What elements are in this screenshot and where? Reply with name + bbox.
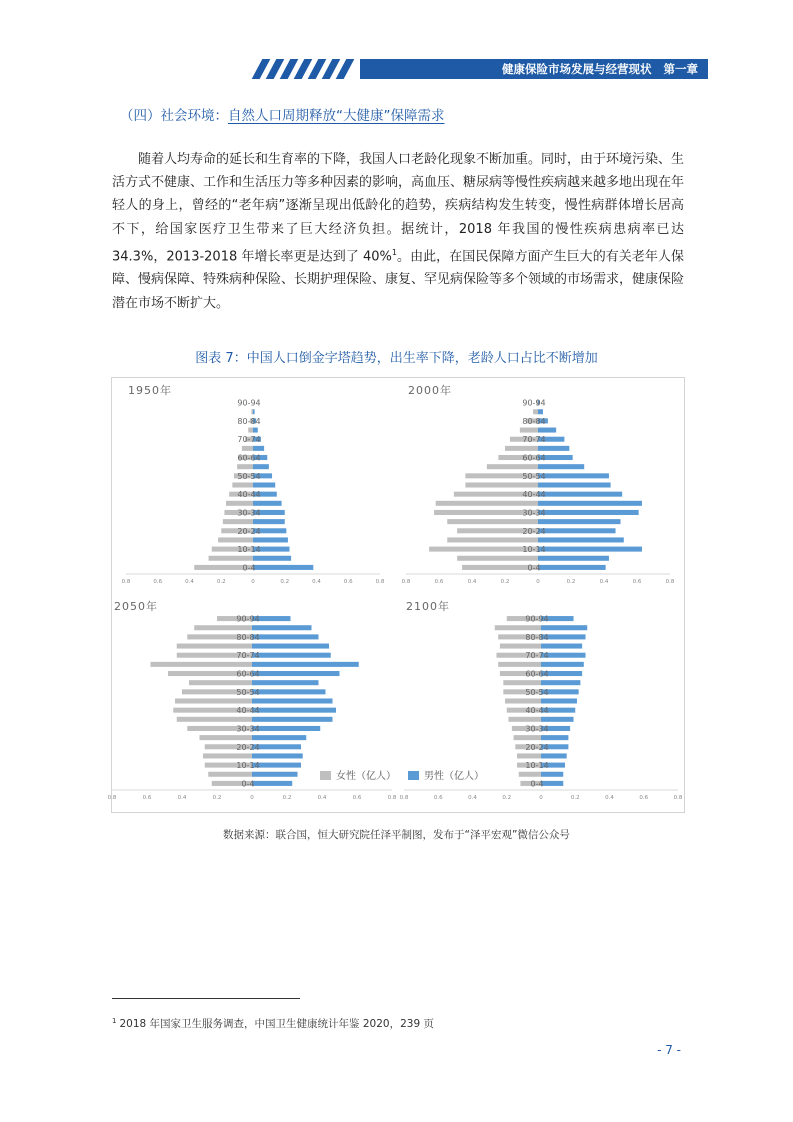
bar-male-3-5 [541,735,568,740]
x-tick-1-0: 0.8 [401,579,411,585]
bar-female-0-13 [242,446,253,451]
x-tick-1-7: 0.6 [632,579,642,585]
bar-male-3-17 [541,625,587,630]
bar-male-3-3 [541,753,567,758]
bar-female-1-3 [447,537,538,542]
x-tick-0-6: 0.4 [312,579,321,585]
age-label-0-4: 20-24 [237,526,261,536]
bar-male-3-13 [541,662,584,667]
bar-male-3-0 [541,781,563,786]
bar-male-1-15 [538,428,556,433]
x-tick-2-3: 0.2 [212,795,222,801]
bar-male-0-17 [253,409,255,414]
x-tick-3-3: 0.2 [502,795,512,801]
age-label-1-0: 0-4 [527,563,541,573]
legend-male-label: 男性（亿人） [424,771,484,782]
header-stripes [253,59,359,79]
bar-male-2-17 [252,625,312,630]
x-tick-3-7: 0.6 [639,795,649,801]
bar-male-2-5 [252,735,306,740]
x-tick-3-2: 0.4 [468,795,477,801]
x-tick-2-0: 0.8 [107,795,117,801]
bar-female-3-15 [500,644,541,649]
bar-female-2-13 [151,662,253,667]
footnote-reference[interactable]: 1 [391,247,397,257]
bar-male-1-10 [538,473,609,478]
x-tick-2-1: 0.6 [142,795,152,801]
bar-male-1-4 [538,528,616,533]
figure-caption: 图表 7：中国人口倒金字塔趋势，出生率下降，老龄人口占比不断增加 [195,351,598,366]
age-label-0-18: 90-94 [237,398,261,408]
running-header [360,59,708,79]
panel-title-0: 1950年 [128,384,172,397]
bar-female-1-5 [447,519,538,524]
x-tick-1-3: 0.2 [500,579,510,585]
bar-female-2-9 [175,698,252,703]
bar-female-3-1 [519,772,541,777]
age-label-3-0: 0-4 [530,779,544,789]
x-tick-1-4: 0 [536,579,540,585]
x-tick-2-8: 0.8 [387,795,397,801]
age-label-1-10: 50-54 [522,471,546,481]
bar-female-3-11 [503,680,541,685]
running-header-title: 健康保险市场发展与经营现状 第一章 [501,62,698,76]
bar-male-0-11 [253,464,269,469]
x-tick-0-7: 0.6 [343,579,353,585]
bar-female-0-9 [232,482,253,487]
x-tick-3-4: 0 [539,795,543,801]
age-label-3-6: 30-34 [525,724,549,734]
bar-male-1-3 [538,537,624,542]
age-label-2-0: 0-4 [241,779,255,789]
panel-title-3: 2100年 [406,600,450,613]
bar-male-1-6 [538,510,639,515]
bar-female-1-15 [520,428,538,433]
legend-male-swatch [408,771,419,780]
x-tick-1-5: 0.2 [566,579,576,585]
bar-male-1-11 [538,464,584,469]
bar-male-2-3 [252,753,303,758]
age-label-1-8: 40-44 [522,490,546,500]
x-tick-2-5: 0.2 [282,795,292,801]
bar-female-2-11 [189,680,252,685]
section-title: 自然人口周期释放“大健康”保障需求 [228,108,445,124]
paragraph-text-2: 。由此，在国民保障方面产生巨大的有关老年人保障、慢病保障、特殊病种保险、长期护理保险、康复、罕见病保险等多个领域的市场需求，健康保险潜在市场不断扩大。 [112,249,685,311]
bar-female-0-15 [248,428,253,433]
bar-male-3-7 [541,717,574,722]
figure-source: 数据来源：联合国，恒大研究院任泽平制图，发布于“泽平宏观”微信公众号 [223,829,570,841]
x-tick-2-4: 0 [250,795,254,801]
bar-female-0-11 [237,464,253,469]
paragraph-text-1: 随着人均寿命的延长和生育率的下降，我国人口老龄化现象不断加重。同时，由于环境污染、生活方式不健康、工作和生活压力等多种因素的影响，高血压、糖尿病等慢性疾病越来越多地出现在年轻人的身上，曾经的“老年病”逐渐呈现出低龄化的趋势，疾病结构发生转变，慢性病群体增长居高不下，给国家医疗卫生带来了巨大经济负担。据统计，2018 年我国的慢性疾病患病率已达 34.3%，2013-2018 年增长率更是达到了 40% [112,152,685,265]
footnote-number: 1 [112,1016,117,1025]
bar-male-2-16 [252,634,319,639]
bar-female-0-7 [226,501,253,506]
age-label-3-14: 70-74 [525,651,549,661]
age-label-0-12: 60-64 [237,453,261,463]
age-label-0-2: 10-14 [237,545,261,555]
age-label-2-6: 30-34 [236,724,260,734]
bar-female-2-3 [203,753,252,758]
age-label-3-16: 80-84 [525,632,549,642]
age-label-0-14: 70-74 [237,435,261,445]
x-tick-1-6: 0.4 [599,579,609,585]
age-label-3-18: 90-94 [525,614,549,624]
age-label-1-6: 30-34 [522,508,546,518]
x-tick-0-2: 0.4 [185,579,194,585]
bar-male-2-6 [252,726,320,731]
bar-female-0-1 [209,556,253,561]
bar-female-3-13 [498,662,541,667]
x-tick-0-4: 0 [251,579,255,585]
x-tick-2-2: 0.4 [177,795,187,801]
bar-female-0-17 [251,409,253,414]
bar-female-1-17 [533,409,538,414]
age-label-2-4: 20-24 [236,742,260,752]
bar-female-1-9 [465,482,538,487]
footnote-text: 2018 年国家卫生服务调查，中国卫生健康统计年鉴 2020，239 页 [119,1018,434,1030]
bar-male-1-5 [538,519,621,524]
bar-male-2-15 [252,644,329,649]
bar-male-0-13 [253,446,264,451]
bar-male-3-15 [541,644,582,649]
bar-female-3-9 [505,698,541,703]
age-label-3-8: 40-44 [525,706,549,716]
bar-female-2-1 [208,772,252,777]
population-pyramid-figure [107,377,685,813]
section-prefix: （四）社会环境： [120,108,228,124]
bar-female-2-15 [177,644,252,649]
bar-male-0-0 [253,565,313,570]
bar-male-1-9 [538,482,611,487]
footnote [112,1016,434,1031]
age-label-0-16: 80-84 [237,416,261,426]
bar-female-3-17 [495,625,541,630]
bar-male-2-11 [252,680,319,685]
age-label-2-2: 10-14 [236,761,260,771]
section-heading [120,104,445,124]
bar-male-0-5 [253,519,285,524]
bar-male-0-9 [253,482,275,487]
bar-male-1-0 [538,565,606,570]
x-tick-3-1: 0.6 [433,795,443,801]
age-label-2-16: 80-84 [236,632,260,642]
age-label-1-2: 10-14 [522,545,546,555]
bar-female-1-7 [436,501,538,506]
age-label-3-10: 50-54 [525,687,549,697]
x-tick-0-3: 0.2 [216,579,226,585]
x-tick-0-0: 0.8 [121,579,131,585]
bar-male-2-10 [252,689,326,694]
bar-female-3-7 [508,717,541,722]
bar-female-3-5 [514,735,541,740]
bar-male-1-8 [538,492,622,497]
bar-female-2-7 [177,717,252,722]
age-label-0-10: 50-54 [237,471,261,481]
x-tick-1-2: 0.4 [467,579,477,585]
bar-female-1-11 [487,464,538,469]
body-paragraph [112,148,684,315]
bar-male-2-7 [252,717,333,722]
bar-male-3-9 [541,698,577,703]
age-label-1-16: 80-84 [522,416,546,426]
bar-female-0-5 [223,519,253,524]
age-label-2-18: 90-94 [236,614,260,624]
age-label-0-8: 40-44 [237,490,261,500]
age-label-2-8: 40-44 [236,706,260,716]
bar-male-3-1 [541,772,563,777]
bar-female-2-17 [194,625,252,630]
age-label-2-10: 50-54 [236,687,260,697]
age-label-3-2: 10-14 [525,761,549,771]
bar-female-0-3 [218,537,253,542]
bar-male-0-1 [253,556,291,561]
bar-female-2-5 [200,735,253,740]
age-label-2-14: 70-74 [236,651,260,661]
bar-male-2-8 [252,708,336,713]
x-tick-2-6: 0.4 [317,795,327,801]
age-label-1-14: 70-74 [522,435,546,445]
x-tick-3-0: 0.8 [399,795,409,801]
bar-female-1-13 [505,446,538,451]
bar-male-2-0 [252,781,292,786]
panel-title-2: 2050年 [114,600,158,613]
bar-female-3-3 [517,753,541,758]
legend-female-swatch [320,771,331,780]
bar-male-2-13 [252,662,359,667]
bar-male-1-1 [538,556,609,561]
age-label-3-12: 60-64 [525,669,549,679]
panel-title-1: 2000年 [408,384,452,397]
age-label-1-4: 20-24 [522,526,546,536]
bar-male-3-11 [541,680,580,685]
x-tick-3-6: 0.4 [605,795,614,801]
bar-male-0-7 [253,501,282,506]
bar-male-0-3 [253,537,288,542]
legend-female-label: 女性（亿人） [336,771,396,782]
age-label-0-0: 0-4 [242,563,256,573]
page-number: - 7 - [657,1043,681,1057]
x-tick-1-1: 0.6 [434,579,444,585]
age-label-2-12: 60-64 [236,669,260,679]
bar-male-1-7 [538,501,642,506]
bar-female-1-1 [457,556,538,561]
x-tick-0-8: 0.8 [375,579,385,585]
x-tick-3-8: 0.8 [673,795,683,801]
bar-male-2-12 [252,671,340,676]
bar-male-2-14 [252,653,331,658]
bar-male-2-1 [252,772,298,777]
x-tick-3-5: 0.2 [570,795,580,801]
x-tick-2-7: 0.6 [352,795,362,801]
x-tick-0-5: 0.2 [280,579,290,585]
age-label-1-12: 60-64 [522,453,546,463]
x-tick-0-1: 0.6 [153,579,163,585]
bar-male-2-9 [252,698,333,703]
bar-male-1-17 [538,409,543,414]
bar-male-0-15 [253,428,258,433]
age-label-1-18: 90-94 [522,398,546,408]
bar-male-1-13 [538,446,569,451]
age-label-3-4: 20-24 [525,742,549,752]
population-pyramids-chart [107,378,684,812]
x-tick-1-8: 0.8 [665,579,675,585]
age-label-0-6: 30-34 [237,508,261,518]
footnote-divider [112,998,300,999]
bar-male-1-2 [538,547,642,552]
